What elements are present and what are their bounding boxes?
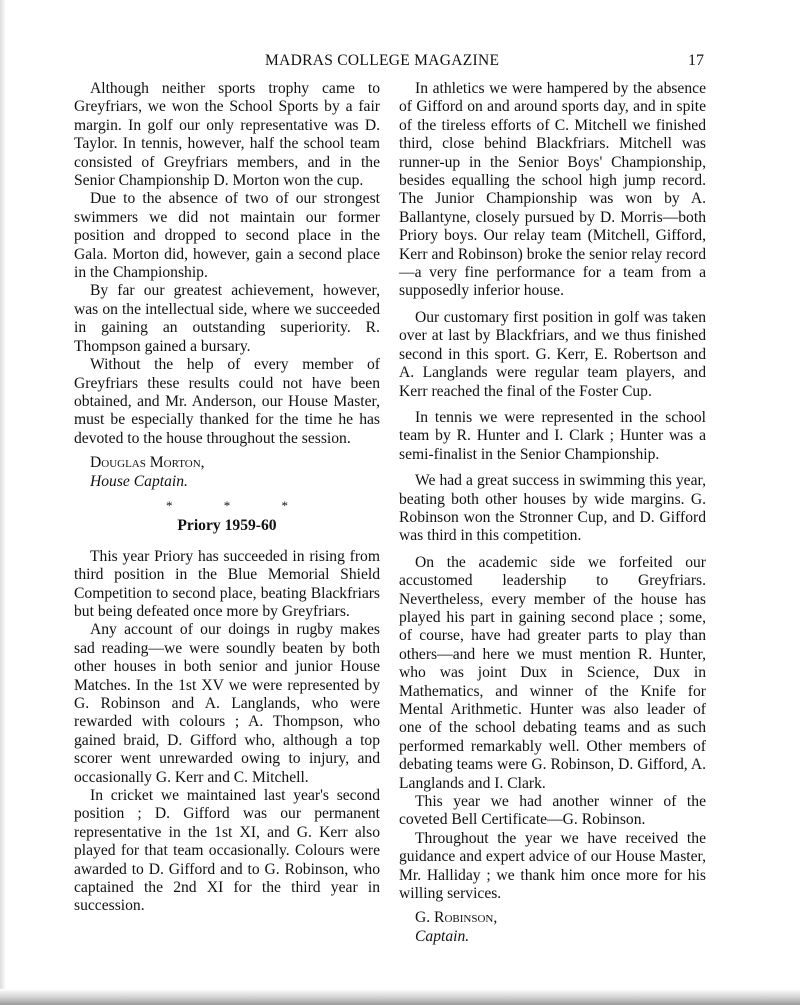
running-header: MADRAS COLLEGE MAGAZINE	[265, 52, 500, 69]
paragraph: Without the help of every member of Greyfriars these results could not have been obtained, and Mr. Anderson, our House Master, must be especially thanked for the time he has devoted to the house throughout the session.	[74, 356, 380, 447]
paragraph: Due to the absence of two of our strongest swimmers we did not maintain our former position and dropped to second place in the Gala. Morton did, however, gain a second place in the Championship.	[74, 190, 380, 282]
signature-name-text: Douglas Morton,	[90, 454, 205, 472]
paragraph: This year we had another winner of the coveted Bell Certificate—G. Robinson.	[399, 793, 706, 829]
paragraph: This year Priory has succeeded in rising from third position in the Blue Memorial Shield Competition to second place, beating Blackfriars but being defeated once more by Greyfriars.	[74, 547, 380, 620]
signature-role: House Captain.	[90, 472, 188, 490]
section-heading: Priory 1959-60	[177, 517, 277, 535]
paragraph: By far our greatest achievement, however, was on the intellectual side, where we succeeded in gaining an outstanding superiority. R. Thompson gained a bursary.	[74, 282, 380, 355]
paragraph: Throughout the year we have received the guidance and expert advice of our House Master, Mr. Halliday ; we thank him once more for his willing services.	[399, 829, 706, 903]
signature-name	[74, 454, 380, 472]
paragraph: Any account of our doings in rugby makes sad reading—we were soundly beaten by both other houses in both senior and junior House Matches. In the 1st XV we were represented by G. Robinson and A. Langlands, who were rewarded with colours ; A. Thompson, who gained braid, D. Gifford who, although a top scorer went unrewarded owing to injury, and occasionally G. Kerr and C. Mitchell.	[74, 621, 380, 786]
section-separator: * * *	[166, 497, 312, 513]
paragraph: Our customary first position in golf was taken over at last by Blackfriars, and we thus finished second in this sport. G. Kerr, E. Robertson and A. Langlands were regular team players, and Kerr reached the final of the Foster Cup.	[399, 308, 706, 400]
paragraph: On the academic side we forfeited our accustomed leadership to Greyfriars. Nevertheless, every member of the house has played his part in gaining second place ; some, of course, have had greater parts to play than others—and here we must mention R. Hunter, who was joint Dux in Science, Dux in Mathematics, and winner of the Knife for Mental Arithmetic. Hunter was also leader of one of the school debating teams and as such performed remarkably well. Other members of debating teams were G. Robinson, D. Gifford, A. Langlands and I. Clark.	[399, 553, 706, 792]
paragraph: We had a great success in swimming this year, beating both other houses by wide margins. G. Robinson won the Stronner Cup, and D. Gifford was third in this competition.	[399, 472, 706, 545]
page-edge-left	[0, 0, 6, 1005]
right-column	[399, 80, 706, 946]
paragraph: In tennis we were represented in the school team by R. Hunter and I. Clark ; Hunter was a semi-finalist in the Senior Championship.	[399, 408, 706, 463]
paragraph: In athletics we were hampered by the absence of Gifford on and around sports day, and in spite of the tireless efforts of C. Mitchell we finished third, close behind Blackfriars. Mitchell was runner-up in the Senior Boys' Championship, besides equalling the school high jump record. The Junior Championship was won by A. Ballantyne, closely pursued by D. Morris—both Priory boys. Our relay team (Mitchell, Gifford, Kerr and Robinson) broke the senior relay record—a very fine performance for a team from a supposedly inferior house.	[399, 80, 707, 300]
page-edge-bottom	[0, 989, 800, 1005]
left-column	[74, 80, 380, 916]
page-number: 17	[688, 52, 704, 69]
signature-name	[399, 909, 706, 927]
paragraph: Although neither sports trophy came to Greyfriars, we won the School Sports by a fair margin. In golf our only representative was D. Taylor. In tennis, however, half the school team consisted of Greyfriars members, and in the Senior Championship D. Morton won the cup.	[74, 80, 380, 190]
signature-name-text: G. Robinson,	[415, 909, 498, 927]
paragraph: In cricket we maintained last year's second position ; D. Gifford was our permanent representative in the 1st XI, and G. Kerr also played for that team occasionally. Colours were awarded to D. Gifford and to G. Robinson, who captained the 2nd XI for the third year in succession.	[74, 787, 380, 915]
signature-role: Captain.	[415, 927, 470, 945]
